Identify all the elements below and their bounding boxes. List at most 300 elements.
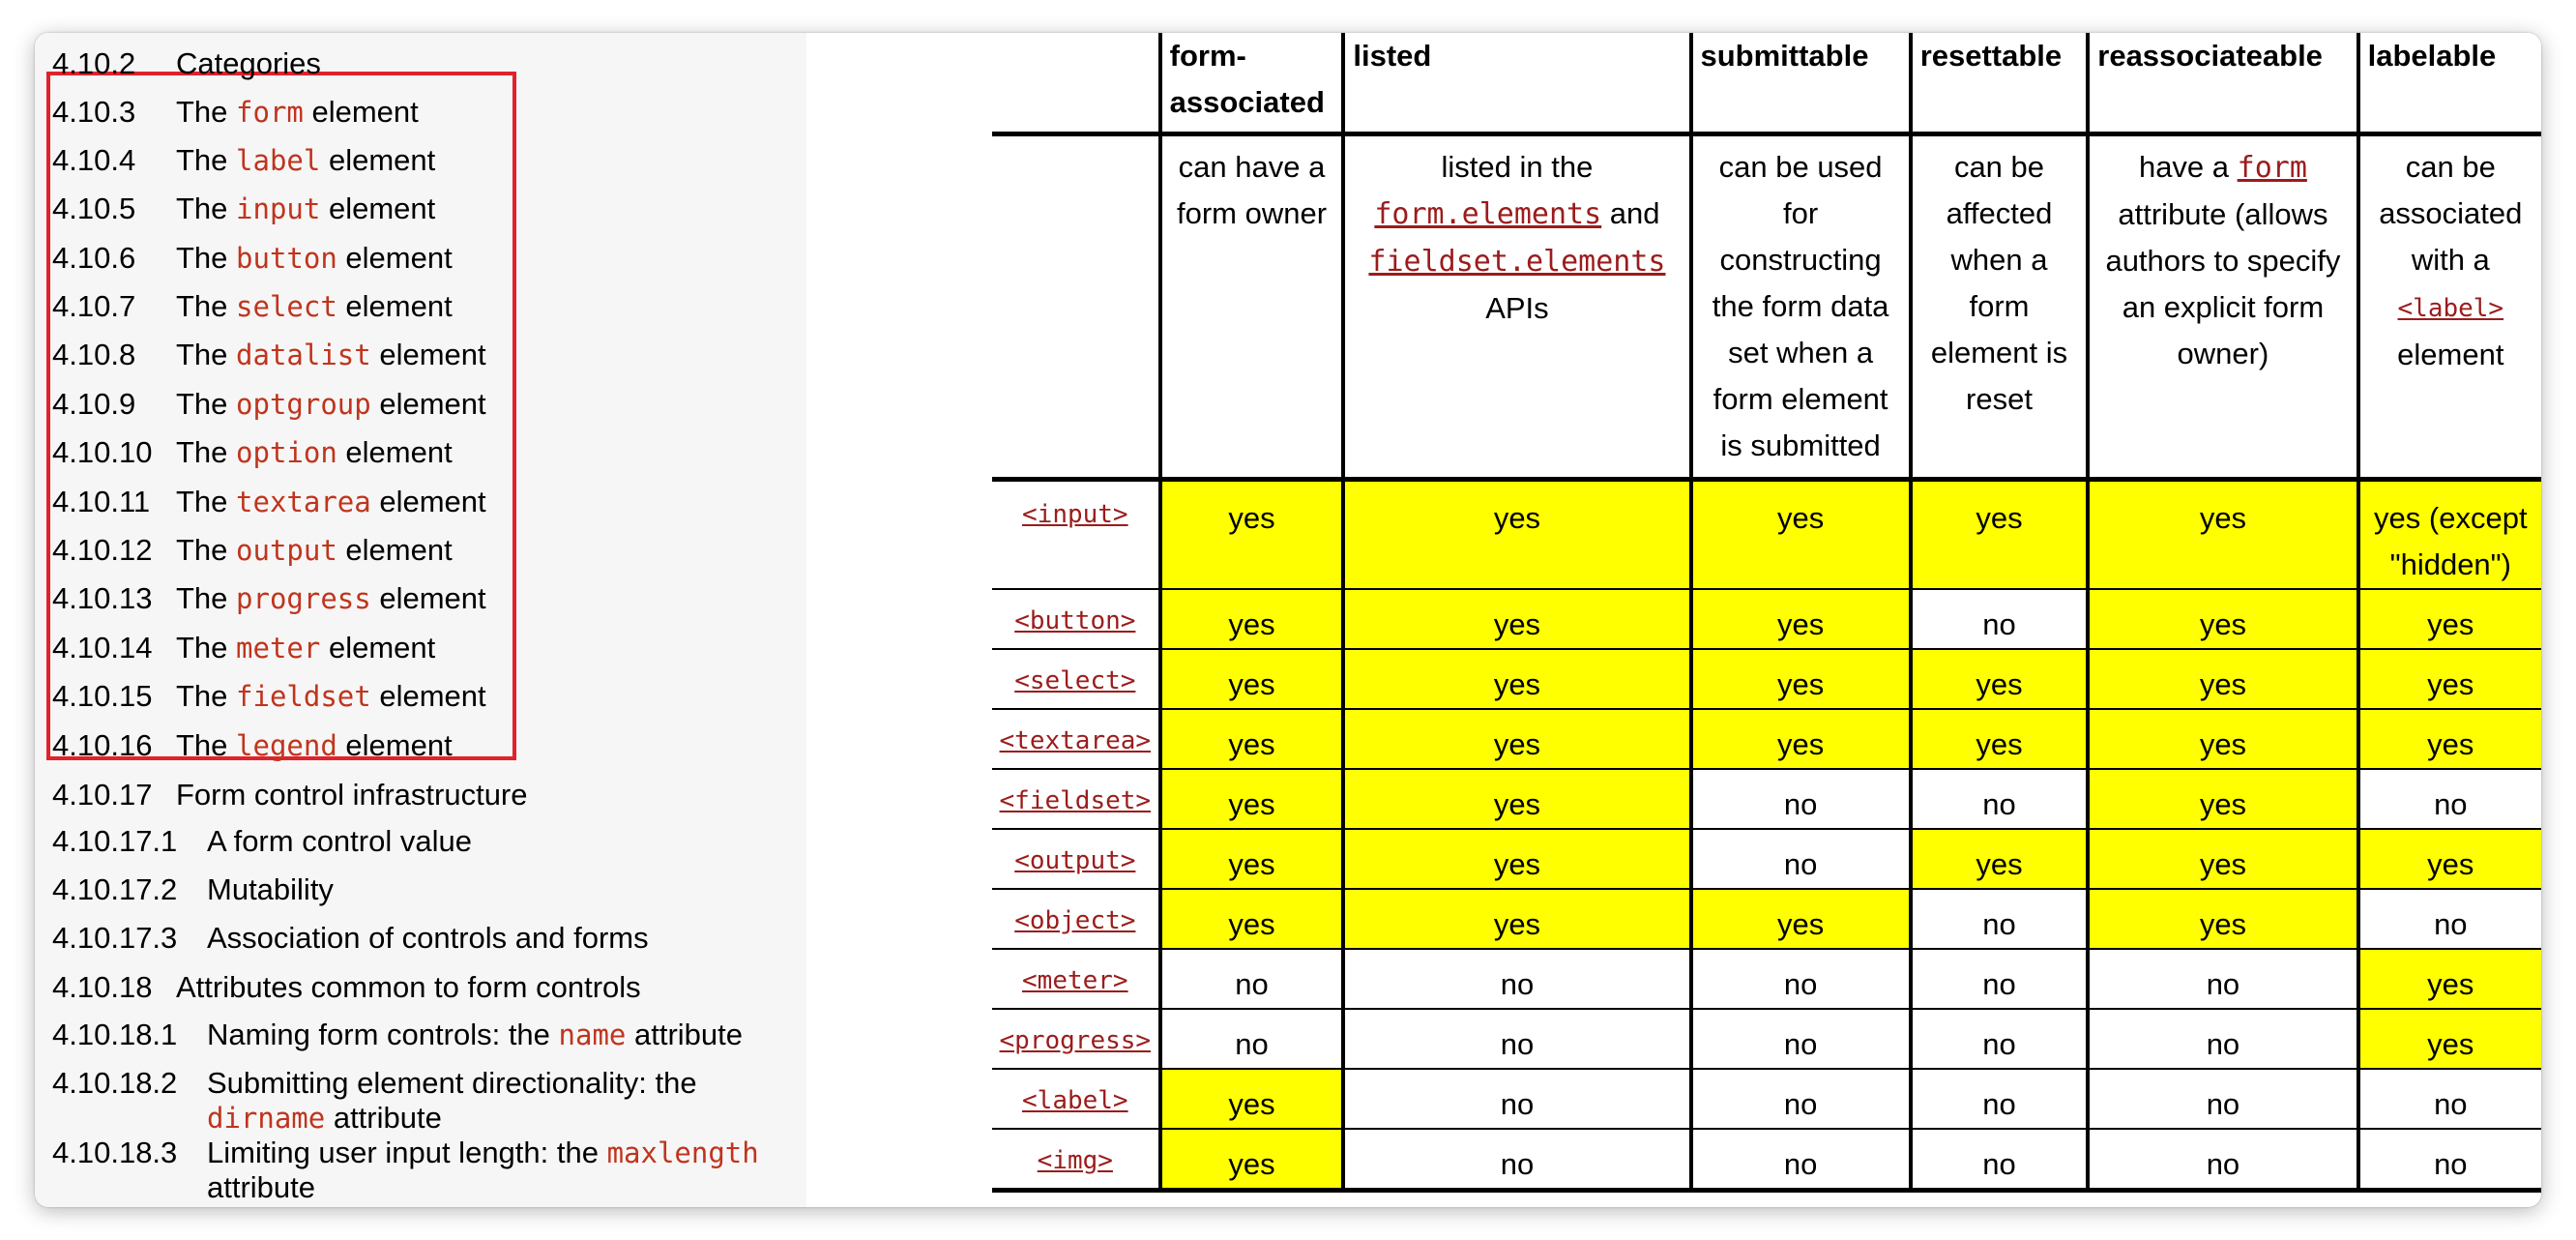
toc-entry-suffix: attribute bbox=[207, 1170, 316, 1204]
toc-entry-number: 4.10.14 bbox=[52, 631, 153, 664]
table-cell bbox=[1160, 709, 1344, 769]
toc-sidebar bbox=[35, 33, 807, 1207]
table-row bbox=[992, 1129, 2541, 1191]
header-reassociateable bbox=[2088, 33, 2357, 134]
cell-value: no bbox=[2434, 1087, 2468, 1121]
desc-listed-post: APIs bbox=[1485, 291, 1549, 325]
browser-window bbox=[35, 33, 2541, 1207]
desc-labelable-post: element bbox=[2397, 338, 2504, 371]
table-cell bbox=[1691, 949, 1911, 1009]
table-row bbox=[992, 589, 2541, 649]
table-cell bbox=[1911, 1069, 2089, 1129]
table-cell bbox=[1343, 709, 1690, 769]
table-row bbox=[992, 480, 2541, 590]
form-categories-table bbox=[992, 33, 2541, 1193]
cell-value: no bbox=[1235, 967, 1269, 1001]
toc-entry-title bbox=[176, 46, 321, 81]
desc-reassociateable bbox=[2088, 134, 2357, 480]
table-cell bbox=[2358, 480, 2541, 590]
cell-value: yes bbox=[1228, 501, 1275, 535]
table-cell bbox=[2358, 649, 2541, 709]
toc-entry-title bbox=[176, 728, 453, 763]
toc-entry-title bbox=[176, 241, 453, 276]
toc-entry-number: 4.10.17.3 bbox=[52, 921, 178, 955]
table-cell bbox=[1343, 589, 1690, 649]
toc-entry-number: 4.10.10 bbox=[52, 435, 153, 469]
toc-entry-title bbox=[176, 533, 453, 568]
cell-value: yes bbox=[1228, 847, 1275, 881]
cell-value: no bbox=[1783, 967, 1818, 1001]
toc-entry-number: 4.10.12 bbox=[52, 533, 153, 567]
table-cell bbox=[1691, 480, 1911, 590]
toc-entry-title bbox=[176, 95, 419, 130]
table-cell bbox=[1691, 649, 1911, 709]
table-cell bbox=[1160, 829, 1344, 889]
toc-entry-code: form bbox=[236, 96, 304, 129]
row-element-cell bbox=[992, 1129, 1160, 1191]
toc-entry-number: 4.10.17.2 bbox=[52, 872, 178, 906]
table-cell bbox=[1911, 829, 2089, 889]
toc-entry-text: The bbox=[176, 338, 237, 371]
table-row bbox=[992, 889, 2541, 949]
toc-entry-number: 4.10.5 bbox=[52, 192, 136, 225]
cell-value: no bbox=[1783, 787, 1818, 821]
table-cell bbox=[1343, 1009, 1690, 1069]
table-cell bbox=[1343, 1129, 1690, 1191]
element-link[interactable]: <textarea> bbox=[999, 726, 1152, 755]
toc-entry-number: 4.10.4 bbox=[52, 143, 136, 177]
cell-value: no bbox=[1500, 1087, 1535, 1121]
table-cell bbox=[2358, 769, 2541, 829]
cell-value: no bbox=[1500, 967, 1535, 1001]
cell-value: no bbox=[1982, 787, 2016, 821]
toc-entry-number: 4.10.18.2 bbox=[52, 1066, 178, 1100]
table-cell bbox=[1691, 1129, 1911, 1191]
table-cell bbox=[1343, 889, 1690, 949]
table-cell bbox=[1691, 769, 1911, 829]
cell-value: yes bbox=[1776, 667, 1825, 701]
toc-entry-text: The bbox=[176, 533, 237, 567]
table-row bbox=[992, 649, 2541, 709]
table-row bbox=[992, 709, 2541, 769]
table-cell bbox=[2088, 889, 2357, 949]
table-cell bbox=[1343, 480, 1690, 590]
cell-value: yes bbox=[1493, 727, 1541, 761]
table-cell bbox=[2088, 1129, 2357, 1191]
toc-entry-title bbox=[176, 192, 435, 226]
cell-value: yes bbox=[1493, 907, 1541, 941]
element-link[interactable]: <button> bbox=[1014, 606, 1136, 635]
cell-value: yes bbox=[2427, 727, 2474, 761]
cell-value: no bbox=[1783, 847, 1818, 881]
cell-value: yes bbox=[1228, 907, 1275, 941]
table-cell bbox=[1343, 769, 1690, 829]
toc-entry-number: 4.10.11 bbox=[52, 485, 151, 518]
cell-value: yes bbox=[1228, 1087, 1275, 1121]
toc-entry-code: fieldset bbox=[236, 680, 371, 713]
cell-value: no bbox=[1235, 1027, 1269, 1061]
table-cell bbox=[1911, 649, 2089, 709]
cell-value: no bbox=[2434, 907, 2468, 941]
toc-entry-number: 4.10.17 bbox=[52, 778, 153, 812]
header-form-associated bbox=[1160, 33, 1344, 134]
cell-value: no bbox=[1783, 1027, 1818, 1061]
header-reassociateable-text: reassociateable bbox=[2097, 39, 2323, 73]
toc-entry-text: Mutability bbox=[207, 872, 334, 906]
toc-entry-title bbox=[176, 581, 486, 616]
cell-value: yes bbox=[1493, 607, 1541, 641]
table-cell bbox=[2088, 589, 2357, 649]
form-elements-link[interactable]: form.elements bbox=[1374, 197, 1602, 231]
element-link[interactable]: <output> bbox=[1014, 846, 1136, 875]
header-resettable bbox=[1911, 33, 2089, 134]
cell-value: yes bbox=[1776, 607, 1825, 641]
desc-listed-and: and bbox=[1601, 196, 1660, 230]
table-cell bbox=[1911, 480, 2089, 590]
cell-value: yes bbox=[2199, 501, 2247, 535]
table-cell bbox=[1911, 889, 2089, 949]
desc-labelable-pre: can be associated with a bbox=[2379, 150, 2523, 277]
table-cell bbox=[1160, 1009, 1344, 1069]
cell-value: yes bbox=[1776, 907, 1825, 941]
cell-value: yes bbox=[2199, 727, 2247, 761]
cell-value: yes bbox=[1976, 667, 2023, 701]
desc-labelable bbox=[2358, 134, 2541, 480]
element-link[interactable]: <input> bbox=[1022, 500, 1128, 529]
toc-entry-text: The bbox=[176, 387, 237, 421]
table-cell bbox=[1343, 649, 1690, 709]
toc-entry-number: 4.10.8 bbox=[52, 338, 136, 371]
toc-entry-suffix: element bbox=[337, 289, 453, 323]
table-cell bbox=[1911, 709, 2089, 769]
row-element-cell bbox=[992, 889, 1160, 949]
row-element-cell bbox=[992, 649, 1160, 709]
cell-value: no bbox=[2206, 1147, 2240, 1181]
row-element-cell bbox=[992, 480, 1160, 590]
toc-entry-text: A form control value bbox=[207, 824, 472, 858]
toc-entry-suffix: element bbox=[337, 533, 453, 567]
table-row bbox=[992, 949, 2541, 1009]
toc-entry-suffix: attribute bbox=[325, 1101, 442, 1135]
label-element-link[interactable]: <label> bbox=[2397, 294, 2504, 323]
table-cell bbox=[1160, 1129, 1344, 1191]
table-cell bbox=[2088, 649, 2357, 709]
table-cell bbox=[1343, 829, 1690, 889]
toc-entry-code: legend bbox=[236, 729, 337, 762]
toc-entry-text: The bbox=[176, 289, 237, 323]
toc-entry-title bbox=[176, 435, 453, 470]
table-cell bbox=[2358, 589, 2541, 649]
toc-entry-code: button bbox=[236, 242, 337, 275]
cell-value: yes bbox=[1493, 501, 1541, 535]
toc-entry-title bbox=[176, 387, 486, 422]
desc-listed bbox=[1343, 134, 1690, 480]
toc-entry-suffix: element bbox=[370, 387, 486, 421]
row-element-cell bbox=[992, 949, 1160, 1009]
toc-entry-number: 4.10.6 bbox=[52, 241, 136, 275]
cell-value: yes bbox=[1976, 847, 2023, 881]
cell-value: no bbox=[1500, 1147, 1535, 1181]
desc-reassoc-post: attribute (allows authors to specify an explicit form owner) bbox=[2105, 197, 2341, 370]
row-element-cell bbox=[992, 709, 1160, 769]
table-cell bbox=[1911, 1129, 2089, 1191]
toc-entry-number: 4.10.9 bbox=[52, 387, 136, 421]
toc-entry-text: Submitting element directionality: the bbox=[207, 1066, 697, 1100]
table-cell bbox=[2358, 949, 2541, 1009]
toc-entry-title bbox=[176, 679, 486, 714]
cell-value: yes bbox=[2427, 667, 2474, 701]
table-cell bbox=[2088, 1069, 2357, 1129]
header-labelable bbox=[2358, 33, 2541, 134]
toc-entry-code: name bbox=[558, 1019, 627, 1051]
table-cell bbox=[2358, 1009, 2541, 1069]
cell-value: no bbox=[1982, 1087, 2016, 1121]
table-cell bbox=[1911, 589, 2089, 649]
toc-entry-code: datalist bbox=[236, 339, 371, 371]
toc-entry-number: 4.10.2 bbox=[52, 46, 136, 80]
desc-reassoc-pre: have a bbox=[2138, 150, 2238, 184]
toc-entry-title bbox=[207, 824, 472, 859]
cell-value: no bbox=[2434, 787, 2468, 821]
toc-entry-number: 4.10.16 bbox=[52, 728, 153, 762]
toc-entry-number: 4.10.17.1 bbox=[52, 824, 178, 858]
table-cell bbox=[1160, 649, 1344, 709]
table-cell bbox=[2088, 829, 2357, 889]
fieldset-elements-link[interactable]: fieldset.elements bbox=[1368, 245, 1666, 279]
toc-entry-text: Form control infrastructure bbox=[176, 778, 528, 812]
cell-value: yes bbox=[1976, 727, 2023, 761]
table-cell bbox=[1911, 949, 2089, 1009]
header-form-associated-text: form- associated bbox=[1169, 39, 1325, 119]
desc-resettable bbox=[1911, 134, 2089, 480]
cell-value: no bbox=[2206, 1087, 2240, 1121]
desc-form-associated-text: can have a form owner bbox=[1176, 150, 1328, 230]
toc-entry-code: label bbox=[236, 144, 321, 177]
row-element-cell bbox=[992, 829, 1160, 889]
cell-value: no bbox=[1982, 1027, 2016, 1061]
header-labelable-text: labelable bbox=[2367, 39, 2497, 73]
cell-value: yes bbox=[2199, 787, 2247, 821]
table-cell bbox=[1691, 1069, 1911, 1129]
table-row bbox=[992, 1069, 2541, 1129]
cell-value: yes bbox=[1228, 607, 1275, 641]
table-cell bbox=[1691, 589, 1911, 649]
cell-value: yes bbox=[1776, 727, 1825, 761]
cell-value: yes bbox=[1776, 501, 1825, 535]
table-cell bbox=[2358, 829, 2541, 889]
toc-entry-code: select bbox=[236, 290, 337, 323]
cell-value: yes bbox=[1976, 501, 2023, 535]
table-cell bbox=[1691, 1009, 1911, 1069]
element-link[interactable]: <progress> bbox=[999, 1026, 1152, 1055]
toc-entry-text: The bbox=[176, 95, 237, 129]
table-cell bbox=[1691, 709, 1911, 769]
table-cell bbox=[1691, 829, 1911, 889]
toc-entry-number: 4.10.18.1 bbox=[52, 1018, 178, 1051]
table-row bbox=[992, 1009, 2541, 1069]
toc-entry-number: 4.10.18.3 bbox=[52, 1136, 178, 1169]
table-row bbox=[992, 769, 2541, 829]
header-submittable bbox=[1691, 33, 1911, 134]
table-cell bbox=[2088, 709, 2357, 769]
toc-entry-title bbox=[176, 631, 435, 665]
table-cell bbox=[2358, 1069, 2541, 1129]
header-submittable-text: submittable bbox=[1700, 39, 1869, 73]
toc-entry-number: 4.10.13 bbox=[52, 581, 153, 615]
toc-entry-title bbox=[176, 338, 486, 372]
cell-value: yes bbox=[1493, 667, 1541, 701]
toc-entry-suffix: element bbox=[303, 95, 419, 129]
toc-entry-text: The bbox=[176, 192, 237, 225]
toc-entry-text: The bbox=[176, 728, 237, 762]
table-cell bbox=[1911, 1009, 2089, 1069]
toc-entry-title bbox=[207, 1136, 759, 1205]
toc-entry-text: Attributes common to form controls bbox=[176, 970, 641, 1004]
toc-entry-title bbox=[176, 970, 641, 1005]
toc-entry-text: The bbox=[176, 581, 237, 615]
row-element-cell bbox=[992, 1069, 1160, 1129]
table-cell bbox=[2358, 709, 2541, 769]
cell-value: no bbox=[1982, 1147, 2016, 1181]
cell-value: yes bbox=[2199, 607, 2247, 641]
element-link[interactable]: <select> bbox=[1014, 666, 1136, 695]
table-cell bbox=[1160, 589, 1344, 649]
toc-entry-number: 4.10.7 bbox=[52, 289, 136, 323]
toc-entry-title bbox=[207, 872, 334, 907]
cell-value: no bbox=[1783, 1147, 1818, 1181]
toc-entry-suffix: element bbox=[337, 241, 453, 275]
toc-entry-code: progress bbox=[236, 582, 371, 615]
toc-entry-suffix: element bbox=[320, 192, 436, 225]
table-cell bbox=[2088, 480, 2357, 590]
toc-entry-title bbox=[176, 143, 435, 178]
row-element-cell bbox=[992, 1009, 1160, 1069]
table-cell bbox=[1343, 949, 1690, 1009]
toc-entry-suffix: element bbox=[320, 631, 436, 664]
toc-entry-code: input bbox=[236, 192, 321, 225]
table-cell bbox=[1160, 480, 1344, 590]
cell-value: yes bbox=[2427, 1027, 2474, 1061]
element-link[interactable]: <fieldset> bbox=[999, 786, 1152, 815]
element-link[interactable]: <meter> bbox=[1022, 966, 1128, 995]
desc-resettable-text: can be affected when a form element is reset bbox=[1930, 150, 2068, 416]
toc-entry-text: The bbox=[176, 631, 237, 664]
toc-entry-text: Association of controls and forms bbox=[207, 921, 649, 955]
toc-entry-code: output bbox=[236, 534, 337, 567]
toc-entry-suffix: attribute bbox=[626, 1018, 743, 1051]
row-element-cell bbox=[992, 769, 1160, 829]
header-resettable-text: resettable bbox=[1919, 39, 2063, 73]
table-row bbox=[992, 829, 2541, 889]
desc-listed-pre: listed in the bbox=[1441, 150, 1594, 184]
toc-entry-number: 4.10.15 bbox=[52, 679, 153, 713]
toc-entry-title bbox=[176, 485, 486, 519]
cell-value: no bbox=[1500, 1027, 1535, 1061]
toc-entry-title bbox=[176, 289, 453, 324]
cell-value: yes bbox=[2427, 847, 2474, 881]
cell-value: yes bbox=[2199, 907, 2247, 941]
table-cell bbox=[2088, 769, 2357, 829]
toc-entry-suffix: element bbox=[370, 679, 486, 713]
form-attribute-link[interactable]: form bbox=[2237, 151, 2307, 185]
cell-value: yes bbox=[2199, 847, 2247, 881]
table-cell bbox=[1160, 769, 1344, 829]
toc-entry-text: The bbox=[176, 435, 237, 469]
cell-value: yes bbox=[1228, 667, 1275, 701]
toc-entry-number: 4.10.3 bbox=[52, 95, 136, 129]
element-link[interactable]: <object> bbox=[1014, 906, 1136, 935]
table-cell bbox=[1160, 889, 1344, 949]
toc-entry-text: The bbox=[176, 485, 237, 518]
toc-entry-title bbox=[207, 1018, 743, 1052]
cell-value: yes (except "hidden") bbox=[2374, 501, 2528, 581]
toc-entry-text: Limiting user input length: the bbox=[207, 1136, 607, 1169]
cell-value: yes bbox=[1228, 1147, 1275, 1181]
header-listed bbox=[1343, 33, 1690, 134]
toc-entry-code: meter bbox=[236, 632, 321, 664]
cell-value: no bbox=[1982, 907, 2016, 941]
cell-value: no bbox=[1982, 967, 2016, 1001]
cell-value: yes bbox=[2199, 667, 2247, 701]
toc-entry-code: dirname bbox=[207, 1102, 326, 1135]
element-link[interactable]: <label> bbox=[1022, 1086, 1128, 1115]
table-cell bbox=[2358, 1129, 2541, 1191]
toc-entry-title bbox=[176, 778, 528, 812]
table-cell bbox=[1343, 1069, 1690, 1129]
toc-entry-suffix: element bbox=[370, 485, 486, 518]
desc-corner bbox=[992, 134, 1160, 480]
table-cell bbox=[2088, 949, 2357, 1009]
toc-entry-number: 4.10.18 bbox=[52, 970, 153, 1004]
header-listed-text: listed bbox=[1353, 39, 1432, 73]
toc-entry-text: The bbox=[176, 241, 237, 275]
table-cell bbox=[2358, 889, 2541, 949]
toc-entry-title bbox=[207, 1066, 697, 1136]
toc-entry-code: option bbox=[236, 436, 337, 469]
cell-value: yes bbox=[1228, 787, 1275, 821]
toc-entry-text: Categories bbox=[176, 46, 321, 80]
toc-entry-text: The bbox=[176, 143, 237, 177]
table-corner bbox=[992, 33, 1160, 134]
toc-entry-suffix: element bbox=[337, 435, 453, 469]
table-cell bbox=[1160, 949, 1344, 1009]
toc-entry-suffix: element bbox=[370, 338, 486, 371]
cell-value: no bbox=[1783, 1087, 1818, 1121]
table-cell bbox=[1911, 769, 2089, 829]
toc-entry-code: textarea bbox=[236, 486, 371, 518]
cell-value: no bbox=[2434, 1147, 2468, 1181]
row-element-cell bbox=[992, 589, 1160, 649]
desc-form-associated bbox=[1160, 134, 1344, 480]
element-link[interactable]: <img> bbox=[1037, 1146, 1113, 1175]
toc-entry-title bbox=[207, 921, 649, 956]
cell-value: yes bbox=[2427, 967, 2474, 1001]
toc-entry-text: Naming form controls: the bbox=[207, 1018, 559, 1051]
cell-value: yes bbox=[1228, 727, 1275, 761]
toc-entry-text: The bbox=[176, 679, 237, 713]
toc-entry-suffix: element bbox=[370, 581, 486, 615]
cell-value: no bbox=[2206, 1027, 2240, 1061]
table-cell bbox=[1160, 1069, 1344, 1129]
cell-value: yes bbox=[1493, 847, 1541, 881]
cell-value: yes bbox=[2427, 607, 2474, 641]
toc-entry-suffix: element bbox=[337, 728, 453, 762]
table-cell bbox=[2088, 1009, 2357, 1069]
cell-value: no bbox=[2206, 967, 2240, 1001]
table-cell bbox=[1691, 889, 1911, 949]
cell-value: no bbox=[1982, 607, 2016, 641]
desc-submittable-text: can be used for constructing the form data set when a form element is submitted bbox=[1712, 150, 1889, 462]
